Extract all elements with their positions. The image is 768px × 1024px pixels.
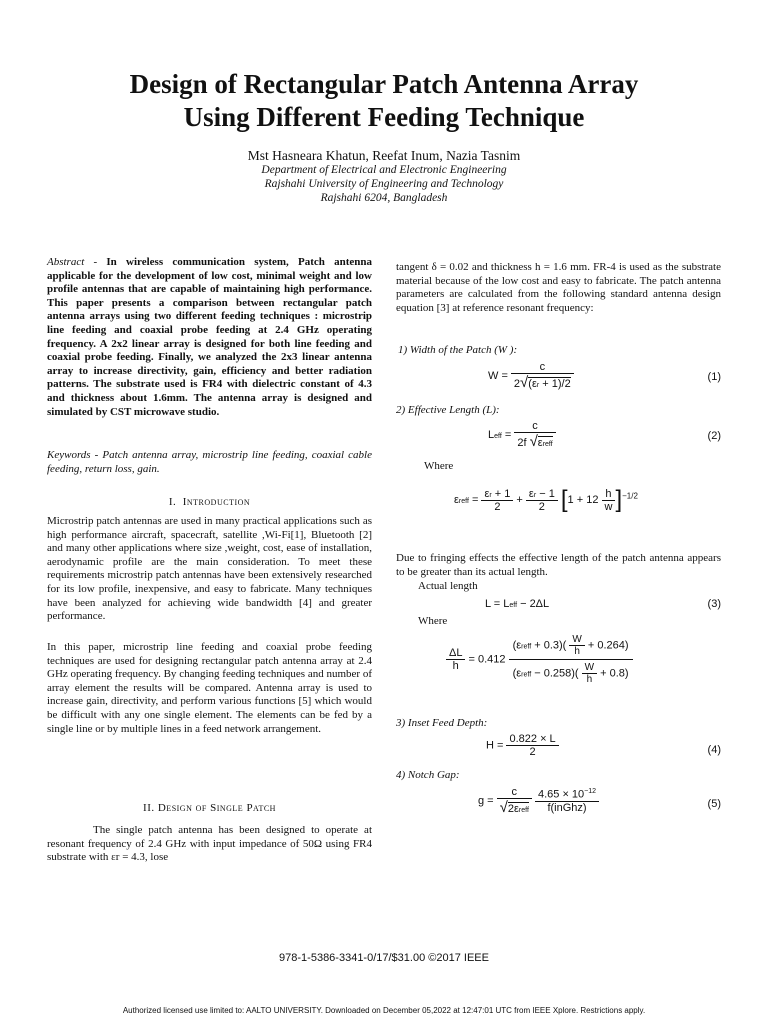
right-paragraph-1: tangent δ = 0.02 and thickness h = 1.6 mm. FR-4 is used as the substrate material because of the low cost and easy to fabricate. The patch antenna parameters are calculated from the following standard antenna design equation [3] at reference resonant frequency: [396,261,721,314]
affiliation-univ: Rajshahi University of Engineering and Technology [264,178,504,190]
section-num: I. [168,496,177,508]
equation-2: Leff = $\frac{c}{\text{2f √εreff}}$ [488,420,556,450]
where-1: Where [424,460,454,472]
affiliation [0,163,768,205]
eq-heading-notch-gap: 4) Notch Gap: [396,769,460,781]
copyright-footer: 978-1-5386-3341-0/17/$31.00 ©2017 IEEE [279,952,489,964]
equation-number-2: (2) [707,430,721,442]
section-title: Introduction [182,496,251,508]
actual-length-label: Actual length [418,580,478,592]
keywords: Keywords - Patch antenna array, microstrip line feeding, coaxial cable feeding, return loss, gain. [47,449,372,475]
section-title: Design of Single Patch [157,802,276,814]
single-patch-paragraph: The single patch antenna has been designed to operate at resonant frequency of 2.4 GHz with input impedance of 50Ω using FR4 substrate with εr = 4.3, lose [47,824,372,864]
equation-delta-l: $\frac{\Delta L}{h}$ = 0.412 (εreff + 0.3)( $\frac{W}{h}$ + 0.264) (εreff − 0.258)( $\frac{W}{h}$ + 0.8) [446,632,633,687]
section-heading-single-patch [47,802,372,814]
abstract-text: In wireless communication system, Patch antenna applicable for the development of low cost, minimal weight and low profile antennas that are capable of maintaining high performance. This paper presents a comparison between rectangular patch antenna arrays using two different feeding techniques : microstrip line feeding and coaxial probe feeding at 2.4 GHz operating frequency. A 2x2 linear array is designed for both line feeding and coaxial probe feeding. Finally, we analyzed the 2x3 linear antenna array to increase directivity, gain, efficiency and better radiation patterns. The substrate used is FR4 with dielectric constant of 4.3 and thickness about 1.6mm. The antenna array is designed and simulated by CST microwave studio. [47,256,373,418]
eq-heading-effective-length: 2) Effective Length (L): [396,404,500,416]
abstract [47,256,372,419]
where-2: Where [418,615,448,627]
eq-heading-inset-feed: 3) Inset Feed Depth: [396,717,488,729]
section-heading-introduction [47,496,372,508]
abstract-sep: - [84,256,107,268]
license-notice: Authorized licensed use limited to: AALTO UNIVERSITY. Downloaded on December 05,2022 at 12:47:01 UTC from IEEE Xplore. Restrictions apply. [122,1006,646,1015]
equation-number-1: (1) [707,371,721,383]
section-num: II. [143,802,155,814]
equation-eps-reff: εreff = $\frac{\varepsilon r + 1}{2}$ + $\frac{\varepsilon r - 1}{2}$ [1 + 12 $\frac{h}{w}$ ]$^{-1/2}$ [454,486,638,513]
affiliation-dept: Department of Electrical and Electronic Engineering [261,164,507,176]
equation-number-5: (5) [707,798,721,810]
equation-number-3: (3) [707,598,721,610]
equation-4: H = $\frac{0.822 \times L}{2}$ [486,733,559,758]
affiliation-city: Rajshahi 6204, Bangladesh [320,192,448,204]
equation-1: W = $\frac{c}{2√(\varepsilon r + 1)/2}$ [488,361,574,391]
abstract-label: Abstract [47,256,85,268]
paper-title-line1: Design of Rectangular Patch Antenna Array [129,69,639,99]
fringe-text: Due to fringing effects the effective length of the patch antenna appears to be greater than its actual length. [396,552,721,578]
intro-paragraph-2: In this paper, microstrip line feeding and coaxial probe feeding techniques are used for designing rectangular patch antenna array at 2.4 GHz operating frequency. By changing feeding techniques and number of array element the results will be compared. Antenna array is used to increase gain, directivity, and perform various functions [5] which would be difficult with any one single element. The elements can be fed by a single line or by multiple lines in a feed network arrangement. [47,641,372,735]
authors: Mst Hasneara Khatun, Reefat Inum, Nazia Tasnim [247,148,521,163]
equation-number-4: (4) [707,744,721,756]
paper-title-line2: Using Different Feeding Technique [183,102,585,132]
equation-5: g = $\frac{c}{\text{√2εreff}}$ $\frac{4.65 \times 10^{-12}}{\text{f(inGhz)}}$ [478,786,599,816]
eq-heading-width: 1) Width of the Patch (W ): [398,344,518,356]
equation-3: L = Leff − 2ΔL [485,598,550,610]
intro-paragraph-1: Microstrip patch antennas are used in many practical applications such as high performance aircraft, spacecraft, satellite ,Wi-Fi[1], Bluetooth [2] and many other applications where size ,weight, cost, ease of installation, aerodynamic profile are the main consideration. To meet these requirements microstrip patch antennas have been extensively researched for its low profile, inexpensive, and easy to fabricate. Many techniques have been analyzed for achieving wide bandwidth [4] and greater performance. [47,515,372,623]
